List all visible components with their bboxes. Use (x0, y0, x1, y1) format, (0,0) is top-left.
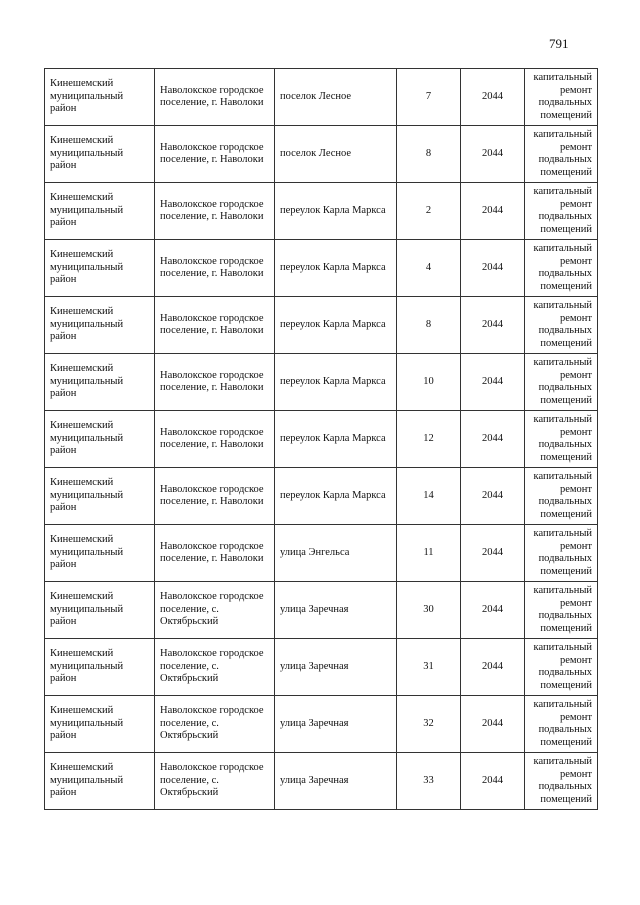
table-row (45, 411, 598, 468)
year-cell: 2044 (461, 240, 525, 297)
district-cell: Кинешемский муниципальный район (45, 411, 155, 468)
settlement-cell: Наволокское городское поселение, г. Наволоки (155, 69, 275, 126)
table-row (45, 639, 598, 696)
work-type-cell: капитальный ремонт подвальных помещений (525, 468, 598, 525)
settlement-cell: Наволокское городское поселение, г. Наволоки (155, 468, 275, 525)
year-cell: 2044 (461, 183, 525, 240)
year-cell: 2044 (461, 354, 525, 411)
year-cell: 2044 (461, 639, 525, 696)
table-row (45, 240, 598, 297)
table-row (45, 525, 598, 582)
street-cell: переулок Карла Маркса (275, 297, 397, 354)
settlement-cell: Наволокское городское поселение, г. Наволоки (155, 297, 275, 354)
work-type-cell: капитальный ремонт подвальных помещений (525, 183, 598, 240)
table-row (45, 354, 598, 411)
settlement-cell: Наволокское городское поселение, г. Наволоки (155, 126, 275, 183)
work-type-cell: капитальный ремонт подвальных помещений (525, 240, 598, 297)
table-row (45, 183, 598, 240)
work-type-cell: капитальный ремонт подвальных помещений (525, 525, 598, 582)
work-type-cell: капитальный ремонт подвальных помещений (525, 696, 598, 753)
work-type-cell: капитальный ремонт подвальных помещений (525, 582, 598, 639)
district-cell: Кинешемский муниципальный район (45, 354, 155, 411)
street-cell: переулок Карла Маркса (275, 183, 397, 240)
house-number-cell: 10 (397, 354, 461, 411)
work-type-cell: капитальный ремонт подвальных помещений (525, 126, 598, 183)
street-cell: переулок Карла Маркса (275, 354, 397, 411)
table-row (45, 468, 598, 525)
settlement-cell: Наволокское городское поселение, г. Наволоки (155, 354, 275, 411)
work-type-cell: капитальный ремонт подвальных помещений (525, 297, 598, 354)
work-type-cell: капитальный ремонт подвальных помещений (525, 639, 598, 696)
year-cell: 2044 (461, 753, 525, 810)
district-cell: Кинешемский муниципальный район (45, 696, 155, 753)
street-cell: улица Заречная (275, 639, 397, 696)
settlement-cell: Наволокское городское поселение, с. Октябрьский (155, 639, 275, 696)
settlement-cell: Наволокское городское поселение, г. Наволоки (155, 525, 275, 582)
house-number-cell: 8 (397, 126, 461, 183)
work-type-cell: капитальный ремонт подвальных помещений (525, 69, 598, 126)
settlement-cell: Наволокское городское поселение, с. Октябрьский (155, 753, 275, 810)
year-cell: 2044 (461, 468, 525, 525)
page-number: 791 (549, 36, 569, 51)
work-type-cell: капитальный ремонт подвальных помещений (525, 354, 598, 411)
street-cell: улица Заречная (275, 582, 397, 639)
year-cell: 2044 (461, 411, 525, 468)
table-row (45, 696, 598, 753)
street-cell: улица Энгельса (275, 525, 397, 582)
table-row (45, 126, 598, 183)
house-number-cell: 32 (397, 696, 461, 753)
settlement-cell: Наволокское городское поселение, г. Наволоки (155, 183, 275, 240)
work-type-cell: капитальный ремонт подвальных помещений (525, 753, 598, 810)
house-number-cell: 33 (397, 753, 461, 810)
year-cell: 2044 (461, 297, 525, 354)
house-number-cell: 2 (397, 183, 461, 240)
house-number-cell: 31 (397, 639, 461, 696)
district-cell: Кинешемский муниципальный район (45, 753, 155, 810)
house-number-cell: 8 (397, 297, 461, 354)
district-cell: Кинешемский муниципальный район (45, 126, 155, 183)
settlement-cell: Наволокское городское поселение, с. Октябрьский (155, 696, 275, 753)
house-number-cell: 7 (397, 69, 461, 126)
table-row (45, 753, 598, 810)
house-number-cell: 14 (397, 468, 461, 525)
street-cell: переулок Карла Маркса (275, 468, 397, 525)
district-cell: Кинешемский муниципальный район (45, 582, 155, 639)
table-row (45, 297, 598, 354)
district-cell: Кинешемский муниципальный район (45, 183, 155, 240)
table-row (45, 582, 598, 639)
table-body (45, 69, 598, 810)
district-cell: Кинешемский муниципальный район (45, 69, 155, 126)
district-cell: Кинешемский муниципальный район (45, 240, 155, 297)
settlement-cell: Наволокское городское поселение, с. Октябрьский (155, 582, 275, 639)
year-cell: 2044 (461, 525, 525, 582)
district-cell: Кинешемский муниципальный район (45, 468, 155, 525)
settlement-cell: Наволокское городское поселение, г. Наволоки (155, 411, 275, 468)
street-cell: переулок Карла Маркса (275, 240, 397, 297)
street-cell: поселок Лесное (275, 69, 397, 126)
year-cell: 2044 (461, 696, 525, 753)
house-number-cell: 4 (397, 240, 461, 297)
settlement-cell: Наволокское городское поселение, г. Наволоки (155, 240, 275, 297)
repair-schedule-table (44, 68, 598, 810)
work-type-cell: капитальный ремонт подвальных помещений (525, 411, 598, 468)
house-number-cell: 11 (397, 525, 461, 582)
year-cell: 2044 (461, 126, 525, 183)
district-cell: Кинешемский муниципальный район (45, 639, 155, 696)
street-cell: поселок Лесное (275, 126, 397, 183)
street-cell: улица Заречная (275, 696, 397, 753)
street-cell: улица Заречная (275, 753, 397, 810)
district-cell: Кинешемский муниципальный район (45, 297, 155, 354)
year-cell: 2044 (461, 69, 525, 126)
year-cell: 2044 (461, 582, 525, 639)
street-cell: переулок Карла Маркса (275, 411, 397, 468)
table-row (45, 69, 598, 126)
house-number-cell: 12 (397, 411, 461, 468)
house-number-cell: 30 (397, 582, 461, 639)
district-cell: Кинешемский муниципальный район (45, 525, 155, 582)
